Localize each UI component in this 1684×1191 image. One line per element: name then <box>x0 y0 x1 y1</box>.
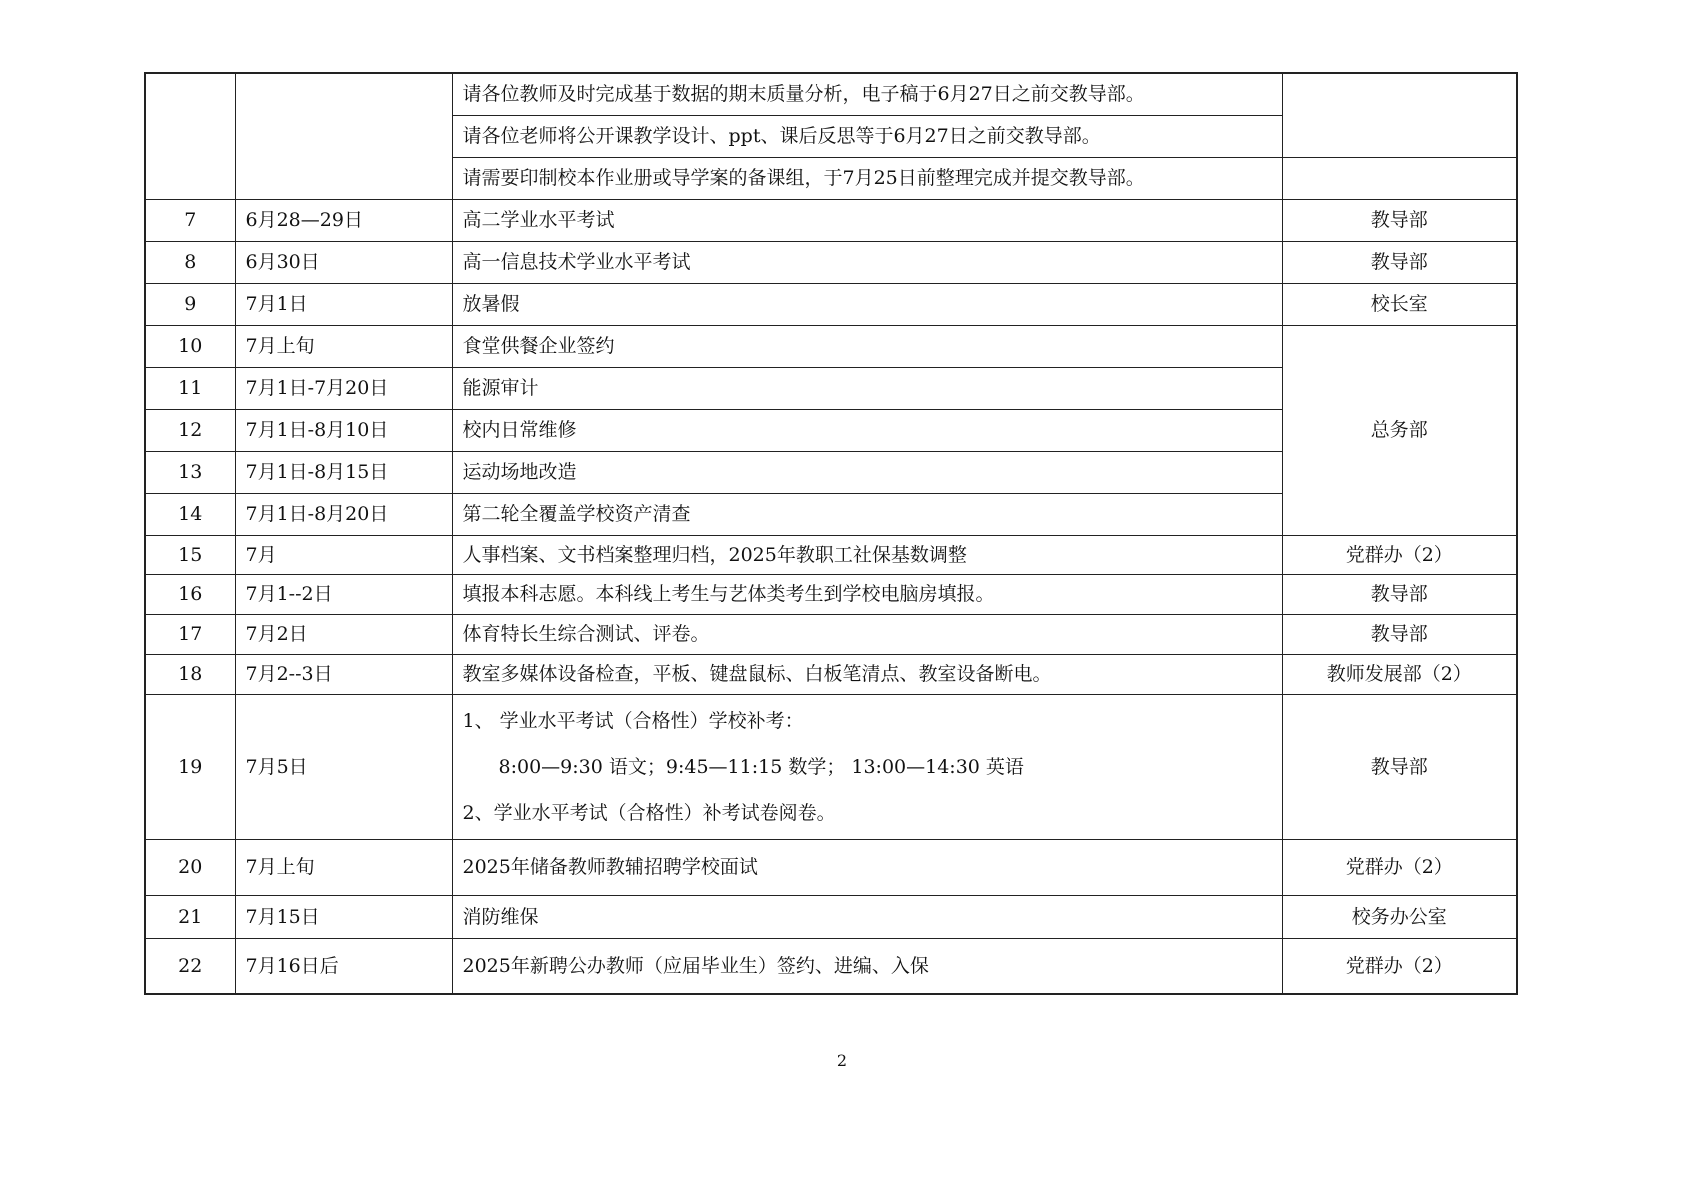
date-cell: 7月 <box>235 535 452 574</box>
task-cell: 人事档案、文书档案整理归档，2025年教职工社保基数调整 <box>452 535 1282 574</box>
task-cell: 第二轮全覆盖学校资产清查 <box>452 493 1282 535</box>
date-cell: 7月1日-8月10日 <box>235 409 452 451</box>
dept-cell: 党群办（2） <box>1282 938 1517 994</box>
date-cell: 7月1日 <box>235 283 452 325</box>
dept-cell: 校务办公室 <box>1282 895 1517 938</box>
table-row <box>145 535 1517 574</box>
task-cell: 高一信息技术学业水平考试 <box>452 241 1282 283</box>
dept-cell: 校长室 <box>1282 283 1517 325</box>
task-cell: 放暑假 <box>452 283 1282 325</box>
task-cell: 请各位老师将公开课教学设计、ppt、课后反思等于6月27日之前交教导部。 <box>452 115 1282 157</box>
number-cell <box>145 73 235 199</box>
table-row <box>145 694 1517 839</box>
task-cell <box>452 694 1282 839</box>
dept-cell: 教导部 <box>1282 614 1517 654</box>
number-cell: 12 <box>145 409 235 451</box>
task-line: 8:00—9:30 语文；9:45—11:15 数学； 13:00—14:30 英语 <box>498 755 1024 778</box>
table-row <box>145 325 1517 367</box>
date-cell: 6月28—29日 <box>235 199 452 241</box>
number-cell: 9 <box>145 283 235 325</box>
task-cell: 请各位教师及时完成基于数据的期末质量分析，电子稿于6月27日之前交教导部。 <box>452 73 1282 115</box>
date-cell: 7月16日后 <box>235 938 452 994</box>
task-cell: 运动场地改造 <box>452 451 1282 493</box>
table-row <box>145 73 1517 115</box>
dept-cell: 总务部 <box>1282 325 1517 535</box>
dept-cell: 党群办（2） <box>1282 535 1517 574</box>
dept-cell: 教导部 <box>1282 694 1517 839</box>
table-row <box>145 199 1517 241</box>
date-cell <box>235 73 452 199</box>
task-cell: 请需要印制校本作业册或导学案的备课组，于7月25日前整理完成并提交教导部。 <box>452 157 1282 199</box>
task-cell: 消防维保 <box>452 895 1282 938</box>
date-cell: 7月1日-7月20日 <box>235 367 452 409</box>
table-row <box>145 938 1517 994</box>
page-number: 2 <box>836 1051 848 1070</box>
number-cell: 10 <box>145 325 235 367</box>
date-cell: 7月15日 <box>235 895 452 938</box>
dept-cell: 教导部 <box>1282 574 1517 614</box>
table-row <box>145 839 1517 895</box>
number-cell: 19 <box>145 694 235 839</box>
date-cell: 7月2--3日 <box>235 654 452 694</box>
table-row <box>145 241 1517 283</box>
number-cell: 14 <box>145 493 235 535</box>
date-cell: 7月上旬 <box>235 325 452 367</box>
date-cell: 7月1--2日 <box>235 574 452 614</box>
date-cell: 7月5日 <box>235 694 452 839</box>
number-cell: 11 <box>145 367 235 409</box>
schedule-table <box>144 72 1518 995</box>
task-line: 2、学业水平考试（合格性）补考试卷阅卷。 <box>462 801 836 824</box>
number-cell: 22 <box>145 938 235 994</box>
task-cell: 食堂供餐企业签约 <box>452 325 1282 367</box>
date-cell: 6月30日 <box>235 241 452 283</box>
table-row <box>145 614 1517 654</box>
dept-cell: 教导部 <box>1282 241 1517 283</box>
task-line: 1、 学业水平考试（合格性）学校补考： <box>462 709 804 732</box>
dept-cell <box>1282 73 1517 157</box>
dept-cell: 教师发展部（2） <box>1282 654 1517 694</box>
table-row <box>145 283 1517 325</box>
task-cell: 体育特长生综合测试、评卷。 <box>452 614 1282 654</box>
task-cell: 校内日常维修 <box>452 409 1282 451</box>
task-cell: 能源审计 <box>452 367 1282 409</box>
task-cell: 高二学业水平考试 <box>452 199 1282 241</box>
table-row <box>145 574 1517 614</box>
number-cell: 18 <box>145 654 235 694</box>
number-cell: 17 <box>145 614 235 654</box>
number-cell: 16 <box>145 574 235 614</box>
table-row <box>145 895 1517 938</box>
dept-cell: 教导部 <box>1282 199 1517 241</box>
number-cell: 20 <box>145 839 235 895</box>
number-cell: 15 <box>145 535 235 574</box>
table-row <box>145 654 1517 694</box>
date-cell: 7月1日-8月20日 <box>235 493 452 535</box>
dept-cell <box>1282 157 1517 199</box>
number-cell: 13 <box>145 451 235 493</box>
date-cell: 7月2日 <box>235 614 452 654</box>
date-cell: 7月上旬 <box>235 839 452 895</box>
date-cell: 7月1日-8月15日 <box>235 451 452 493</box>
task-cell: 2025年储备教师教辅招聘学校面试 <box>452 839 1282 895</box>
task-cell: 教室多媒体设备检查，平板、键盘鼠标、白板笔清点、教室设备断电。 <box>452 654 1282 694</box>
number-cell: 21 <box>145 895 235 938</box>
number-cell: 8 <box>145 241 235 283</box>
task-cell: 2025年新聘公办教师（应届毕业生）签约、进编、入保 <box>452 938 1282 994</box>
task-cell: 填报本科志愿。本科线上考生与艺体类考生到学校电脑房填报。 <box>452 574 1282 614</box>
number-cell: 7 <box>145 199 235 241</box>
dept-cell: 党群办（2） <box>1282 839 1517 895</box>
